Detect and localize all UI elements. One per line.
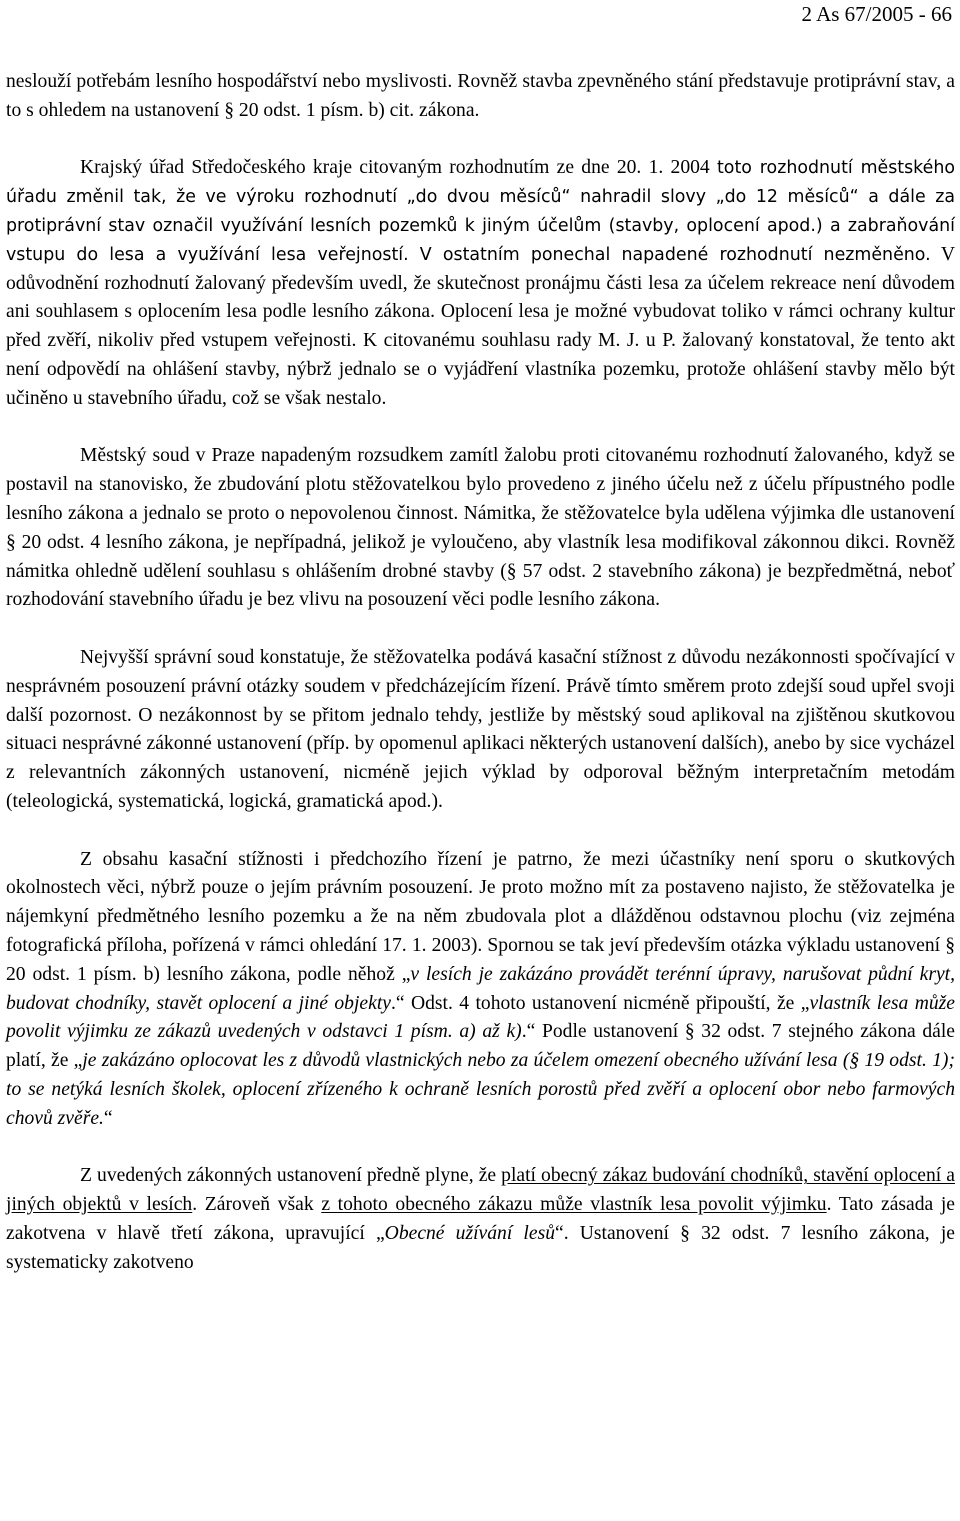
paragraph-continuation [6, 68, 955, 126]
text-segment: V odůvodnění rozhodnutí žalovaný především uvedl, že skutečnost pronájmu části lesa za účelem rekreace není důvodem ani souhlasem s oplocením lesa podle lesního zákona. Oplocení lesa je možné vybudovat toliko v rámci ochrany kultur před zvěří, nikoliv před vstupem veřejnosti. K citovanému souhlasu rady M. J. u P. žalovaný konstatoval, že tento akt není odpovědí na ohlášení stavby, nýbrž jednalo se o vyjádření vlastníka pozemku, protože ohlášení stavby mělo být učiněno u stavebního úřadu, což se však nestalo. [6, 243, 955, 409]
quoted-statute: vlastník lesa může povolit výjimku ze zákazů uvedených v odstavci 1 písm. a) až k) [6, 992, 956, 1043]
paragraph-legal-provisions [6, 846, 955, 1134]
text-segment: .“ Podle ustanovení § 32 odst. 7 stejného zákona dále platí, že „ [6, 1021, 955, 1072]
underlined-emphasis: platí obecný zákaz budování chodníků, stavění oplocení a jiných objektů v lesích [6, 1165, 955, 1216]
text-segment: toto rozhodnutí městského úřadu změnil tak, že ve výroku rozhodnutí „do dvou měsíců“ nahradil slovy „do 12 měsíců“ a dále za protiprávní stav označil využívání lesních pozemků k jiným účelům (stavby, oplocení apod. [6, 158, 955, 236]
text-segment: “ [103, 1107, 113, 1129]
text-segment: Krajský úřad Středočeského kraje citovaným rozhodnutím ze dne 20. 1. 2004 [80, 157, 717, 179]
paragraph-conclusion [6, 1162, 955, 1277]
underlined-emphasis: z tohoto obecného zákazu může vlastník lesa povolit výjimku [321, 1194, 827, 1216]
text-segment: Z obsahu kasační stížnosti i předchozího řízení je patrno, že mezi účastníky není sporu o skutkových okolnostech věci, nýbrž pouze o jejím právním posouzení. Je proto možno mít za postaveno najisto, že stěžovatelka je nájemkyní předmětného lesního pozemku a že na něm zbudovala plot a dlážděnou odstavnou plochu (viz zejména fotografická příloha, pořízená v rámci ohledání 17. 1. 2003). Spornou se tak jeví především otázka výkladu ustanovení § 20 odst. 1 písm. b) lesního zákona, podle něhož „ [6, 848, 955, 985]
paragraph-supreme-court-finding [6, 644, 955, 817]
document-body [6, 68, 955, 1306]
text-segment: Nejvyšší správní soud konstatuje, že stěžovatelka podává kasační stížnost z důvodu nezákonnosti spočívající v nesprávném posouzení právní otázky soudem v předcházejícím řízení. Právě tímto směrem proto zdejší soud upřel svoji další pozornost. O nezákonnost by se přitom jednalo tehdy, jestliže by městský soud aplikoval na zjištěnou skutkovou situaci nesprávné zákonné ustanovení (příp. by opomenul aplikaci některých ustanovení dalších), anebo by sice vycházel z relevantních zákonných ustanovení, nicméně jejich výklad by odporoval běžným interpretačním metodám (teleologická, systematická, logická, gramatická apod.). [6, 646, 955, 812]
quoted-statute: Obecné užívání lesů [384, 1222, 555, 1244]
paragraph-regional-office-decision [6, 154, 955, 413]
text-segment: . Tato zásada je zakotvena v hlavě třetí zákona, upravující „ [6, 1194, 956, 1244]
text-segment: . Zároveň však [192, 1194, 322, 1216]
text-segment: neslouží potřebám lesního hospodářství nebo myslivosti. Rovněž stavba zpevněného stání představuje protiprávní stav, a to s ohledem na ustanovení § 20 odst. 1 písm. b) cit. zákona. [6, 71, 955, 121]
text-segment: .“ Odst. 4 tohoto ustanovení nicméně připouští, že „ [390, 992, 810, 1014]
paragraph-city-court-judgment [6, 442, 955, 615]
quoted-statute: je zakázáno oplocovat les z důvodů vlastnických nebo za účelem omezení obecného užívání lesa (§ 19 odst. 1); to se netýká lesních školek, oplocení zřízeného k ochraně lesních porostů před zvěří a oplocení obor nebo farmových chovů zvěře. [6, 1050, 955, 1129]
text-segment: Z uvedených zákonných ustanovení předně plyne, že [80, 1165, 502, 1187]
case-reference-header: 2 As 67/2005 - 66 [801, 2, 952, 26]
text-segment: Městský soud v Praze napadeným rozsudkem zamítl žalobu proti citovanému rozhodnutí žalovaného, když se postavil na stanovisko, že zbudování plotu stěžovatelkou bylo provedeno z jiného účelu než z účelu přípustného podle lesního zákona a jednalo se proto o nepovolenou činnost. Námitka, že stěžovatelce byla udělena výjimka dle ustanovení § 20 odst. 4 lesního zákona, je nepřípadná, jelikož je vyloučeno, aby vlastník lesa modifikoval zákonnou dikci. Rovněž námitka ohledně udělení souhlasu s ohlášením drobné stavby (§ 57 odst. 2 stavebního zákona) je bezpředmětná, neboť rozhodování stavebního úřadu je bez vlivu na posouzení věci podle lesního zákona. [6, 445, 955, 611]
quoted-statute: v lesích je zakázáno provádět terénní úpravy, narušovat půdní kryt, budovat chodníky, stavět oplocení a jiné objekty [6, 963, 955, 1014]
text-segment: “. Ustanovení § 32 odst. 7 lesního zákona, je systematicky zakotveno [6, 1222, 955, 1273]
text-segment: ) a zabraňování vstupu do lesa a využívání lesa veřejností. V ostatním ponechal napadené rozhodnutí nezměněno. [6, 215, 955, 265]
